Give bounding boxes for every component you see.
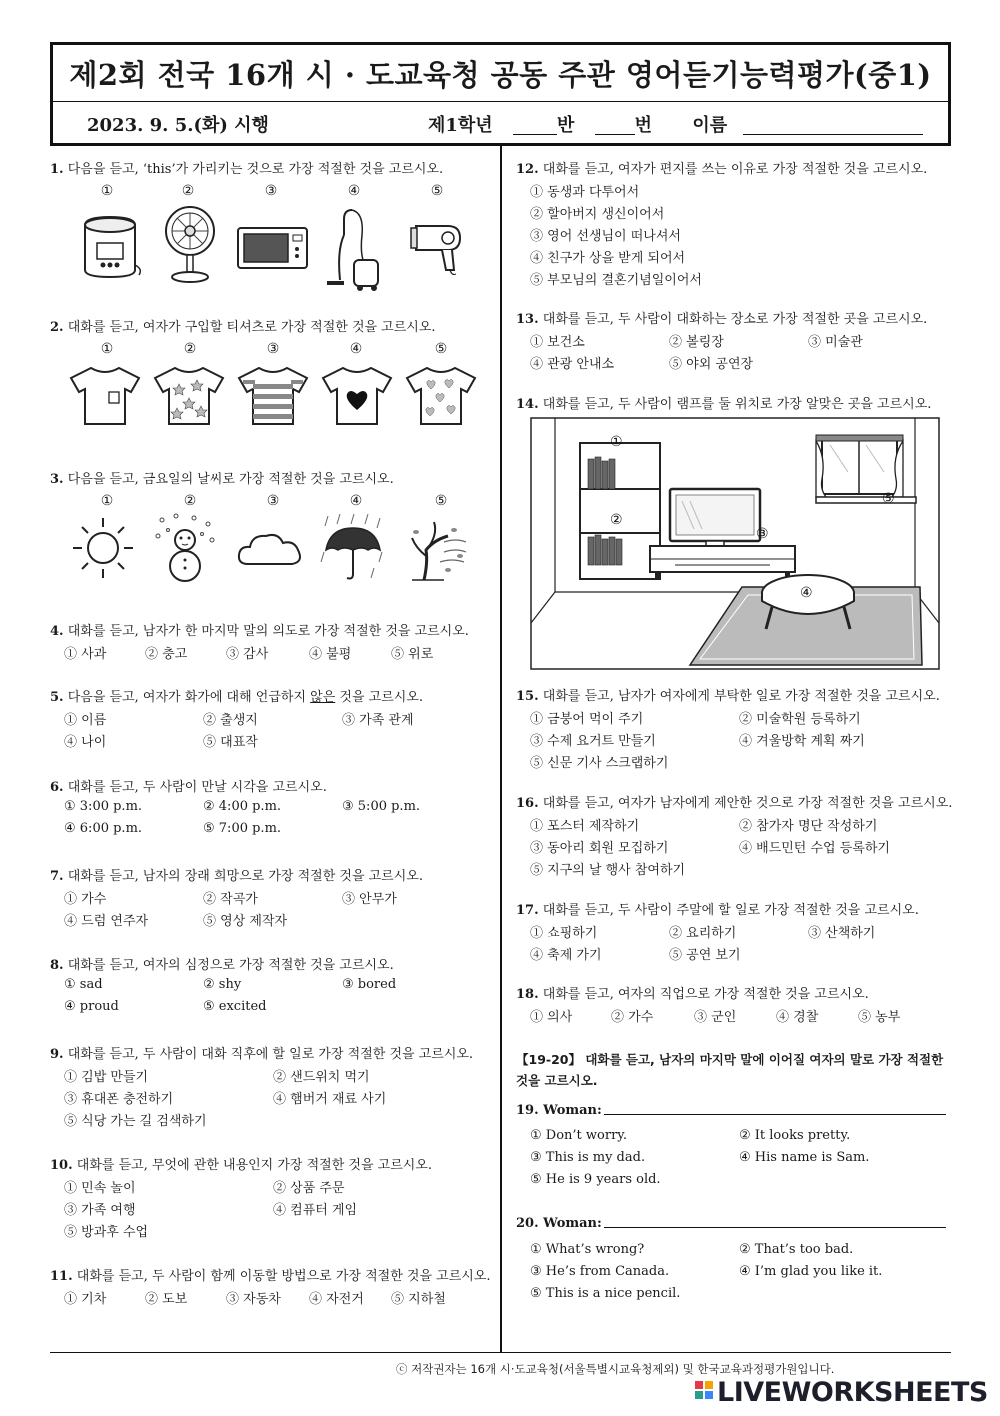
q15-option-1[interactable]: ① 금붕어 먹이 주기 <box>530 712 644 727</box>
student-info <box>428 111 923 137</box>
header-divider <box>53 101 948 102</box>
question-14: 14. 대화를 듣고, 두 사람이 램프를 둘 위치로 가장 알맞은 곳을 고르시오. <box>516 397 932 412</box>
umbrella-rain-icon[interactable] <box>320 512 386 584</box>
number-label: 번 <box>634 115 653 136</box>
q6-option-4[interactable]: ④ 6:00 p.m. <box>64 821 143 836</box>
question-4: 4. 대화를 듣고, 남자가 한 마지막 말의 의도로 가장 적절한 것을 고르시오. <box>50 624 469 639</box>
q15-option-5[interactable]: ⑤ 신문 기사 스크랩하기 <box>530 756 669 771</box>
position-5-label[interactable]: ⑤ <box>882 491 895 507</box>
q13-option-5[interactable]: ⑤ 야외 공연장 <box>669 357 754 372</box>
question-1-text: 다음을 듣고, ‘this’가 가리키는 것으로 가장 적절한 것을 고르시오. <box>67 162 444 177</box>
q18-option-1[interactable]: ① 의사 <box>530 1010 573 1025</box>
question-19: 19. Woman: <box>516 1103 602 1118</box>
liveworksheets-logo[interactable] <box>695 1377 995 1411</box>
sun-icon[interactable] <box>70 515 136 581</box>
q5-option-3[interactable]: ③ 가족 관계 <box>342 713 414 728</box>
q19-option-5[interactable]: ⑤ He is 9 years old. <box>530 1172 661 1187</box>
q1-label-4: ④ <box>347 183 361 199</box>
q6-option-3[interactable]: ③ 5:00 p.m. <box>342 799 421 814</box>
tshirt-heart-icon[interactable] <box>319 364 395 428</box>
question-16-text: 대화를 듣고, 여자가 남자에게 제안한 것으로 가장 적절한 것을 고르시오. <box>542 796 953 811</box>
q6-option-5[interactable]: ⑤ 7:00 p.m. <box>203 821 282 836</box>
q20-answer-line[interactable] <box>604 1227 946 1228</box>
q8-option-4[interactable]: ④ proud <box>64 999 119 1014</box>
q7-option-2[interactable]: ② 작곡가 <box>203 892 258 907</box>
cloud-icon[interactable] <box>236 528 304 570</box>
q10-option-3[interactable]: ③ 가족 여행 <box>64 1203 136 1218</box>
q19-option-4[interactable]: ④ His name is Sam. <box>739 1150 870 1165</box>
q20-option-2[interactable]: ② That’s too bad. <box>739 1242 854 1257</box>
q8-option-5[interactable]: ⑤ excited <box>203 999 267 1014</box>
question-6-text: 대화를 듣고, 두 사람이 만날 시각을 고르시오. <box>67 780 327 795</box>
question-7-text: 대화를 듣고, 남자의 장래 희망으로 가장 적절한 것을 고르시오. <box>67 869 423 884</box>
q19-answer-line[interactable] <box>604 1114 946 1115</box>
position-1-label[interactable]: ① <box>610 434 623 450</box>
q4-option-2[interactable]: ② 충고 <box>145 647 188 662</box>
q3-label-1: ① <box>100 493 114 509</box>
question-15-text: 대화를 듣고, 남자가 여자에게 부탁한 일로 가장 적절한 것을 고르시오. <box>542 689 940 704</box>
q3-label-3: ③ <box>266 493 280 509</box>
grade-label: 제1학년 <box>428 115 493 136</box>
question-5: 5. 다음을 듣고, 여자가 화가에 대해 언급하지 않은 것을 고르시오. <box>50 690 424 705</box>
tshirt-stripes-icon[interactable] <box>235 364 311 428</box>
q17-option-4[interactable]: ④ 축제 가기 <box>530 948 602 963</box>
q19-option-2[interactable]: ② It looks pretty. <box>739 1128 851 1143</box>
q13-option-1[interactable]: ① 보건소 <box>530 335 585 350</box>
microwave-icon[interactable] <box>235 225 310 273</box>
living-room-illustration <box>530 417 940 670</box>
q13-option-2[interactable]: ② 볼링장 <box>669 335 724 350</box>
q11-option-4[interactable]: ④ 자전거 <box>309 1292 364 1307</box>
question-8: 8. 대화를 듣고, 여자의 심정으로 가장 적절한 것을 고르시오. <box>50 958 394 973</box>
rice-cooker-icon[interactable] <box>75 205 145 280</box>
question-17-text: 대화를 듣고, 두 사람이 주말에 할 일로 가장 적절한 것을 고르시오. <box>542 903 919 918</box>
question-17: 17. 대화를 듣고, 두 사람이 주말에 할 일로 가장 적절한 것을 고르시오. <box>516 903 919 918</box>
q12-option-3[interactable]: ③ 영어 선생님이 떠나셔서 <box>530 229 681 244</box>
q17-option-2[interactable]: ② 요리하기 <box>669 926 737 941</box>
q19-option-1[interactable]: ① Don’t worry. <box>530 1128 628 1143</box>
q16-option-3[interactable]: ③ 동아리 회원 모집하기 <box>530 841 669 856</box>
question-11: 11. 대화를 듣고, 두 사람이 함께 이동할 방법으로 가장 적절한 것을 고르시오. <box>50 1269 491 1284</box>
q18-option-4[interactable]: ④ 경찰 <box>776 1010 819 1025</box>
q20-option-5[interactable]: ⑤ This is a nice pencil. <box>530 1286 681 1301</box>
snowman-icon[interactable] <box>152 512 218 584</box>
q11-option-1[interactable]: ① 기차 <box>64 1292 107 1307</box>
column-divider <box>500 146 502 1352</box>
windy-tree-icon[interactable] <box>404 512 470 584</box>
q7-option-4[interactable]: ④ 드럼 연주자 <box>64 914 149 929</box>
q11-option-2[interactable]: ② 도보 <box>145 1292 188 1307</box>
q1-label-2: ② <box>181 183 195 199</box>
q5-option-1[interactable]: ① 이름 <box>64 713 107 728</box>
q1-label-3: ③ <box>264 183 278 199</box>
q2-label-2: ② <box>183 341 197 357</box>
q4-option-4[interactable]: ④ 불평 <box>309 647 352 662</box>
question-12: 12. 대화를 듣고, 여자가 편지를 쓰는 이유로 가장 적절한 것을 고르시오. <box>516 162 928 177</box>
question-19-20-instruction: 【19-20】 대화를 듣고, 남자의 마지막 말에 이어질 여자의 말로 가장 적절한 것을 고르시오. <box>516 1052 944 1088</box>
q2-label-4: ④ <box>349 341 363 357</box>
question-7: 7. 대화를 듣고, 남자의 장래 희망으로 가장 적절한 것을 고르시오. <box>50 869 423 884</box>
q11-option-3[interactable]: ③ 자동차 <box>226 1292 281 1307</box>
brand-name: LIVEWORKSHEETS <box>717 1377 988 1408</box>
q20-option-4[interactable]: ④ I’m glad you like it. <box>739 1264 883 1279</box>
q18-option-2[interactable]: ② 가수 <box>611 1010 654 1025</box>
q20-option-1[interactable]: ① What’s wrong? <box>530 1242 645 1257</box>
q20-woman-label: Woman: <box>543 1216 602 1231</box>
q5-option-4[interactable]: ④ 나이 <box>64 735 107 750</box>
q6-option-2[interactable]: ② 4:00 p.m. <box>203 799 282 814</box>
q13-option-4[interactable]: ④ 관광 안내소 <box>530 357 615 372</box>
q8-option-1[interactable]: ① sad <box>64 977 103 992</box>
q12-option-5[interactable]: ⑤ 부모님의 결혼기념일이어서 <box>530 273 702 288</box>
q18-option-5[interactable]: ⑤ 농부 <box>858 1010 901 1025</box>
question-16: 16. 대화를 듣고, 여자가 남자에게 제안한 것으로 가장 적절한 것을 고르시오. <box>516 796 953 811</box>
position-2-label[interactable]: ② <box>610 512 623 528</box>
name-label: 이름 <box>692 115 728 136</box>
q10-option-1[interactable]: ① 민속 놀이 <box>64 1181 136 1196</box>
q12-option-4[interactable]: ④ 친구가 상을 받게 되어서 <box>530 251 686 266</box>
footer-divider <box>50 1352 951 1353</box>
q19-option-3[interactable]: ③ This is my dad. <box>530 1150 646 1165</box>
question-3: 3. 다음을 듣고, 금요일의 날씨로 가장 적절한 것을 고르시오. <box>50 472 394 487</box>
q10-option-5[interactable]: ⑤ 방과후 수업 <box>64 1225 149 1240</box>
q12-option-1[interactable]: ① 동생과 다투어서 <box>530 185 640 200</box>
q2-label-5: ⑤ <box>434 341 448 357</box>
q17-option-3[interactable]: ③ 산책하기 <box>808 926 876 941</box>
q6-option-1[interactable]: ① 3:00 p.m. <box>64 799 143 814</box>
class-blank[interactable] <box>513 115 557 135</box>
tshirt-pocket-icon[interactable] <box>67 364 143 428</box>
q4-option-1[interactable]: ① 사과 <box>64 647 107 662</box>
q3-label-4: ④ <box>349 493 363 509</box>
tshirt-hearts-icon[interactable] <box>403 364 479 428</box>
exam-title: 제2회 전국 16개 시 · 도교육청 공동 주관 영어듣기능력평가(중1) <box>69 58 932 92</box>
question-10: 10. 대화를 듣고, 무엇에 관한 내용인지 가장 적절한 것을 고르시오. <box>50 1158 433 1173</box>
question-9-text: 대화를 듣고, 두 사람이 대화 직후에 할 일로 가장 적절한 것을 고르시오. <box>67 1047 474 1062</box>
name-blank[interactable] <box>743 115 923 135</box>
q9-option-3[interactable]: ③ 휴대폰 충전하기 <box>64 1092 174 1107</box>
question-1: 1. 다음을 듣고, ‘this’가 가리키는 것으로 가장 적절한 것을 고르시오. <box>50 162 444 177</box>
q3-label-5: ⑤ <box>434 493 448 509</box>
exam-date: 2023. 9. 5.(화) 시행 <box>87 115 269 136</box>
question-18: 18. 대화를 듣고, 여자의 직업으로 가장 적절한 것을 고르시오. <box>516 987 869 1002</box>
q7-option-1[interactable]: ① 가수 <box>64 892 107 907</box>
question-2: 2. 대화를 듣고, 여자가 구입할 티셔츠로 가장 적절한 것을 고르시오. <box>50 320 436 335</box>
q15-option-4[interactable]: ④ 겨울방학 계획 짜기 <box>739 734 865 749</box>
number-blank[interactable] <box>595 115 635 135</box>
q4-option-5[interactable]: ⑤ 위로 <box>391 647 434 662</box>
q3-label-2: ② <box>183 493 197 509</box>
q5-option-5[interactable]: ⑤ 대표작 <box>203 735 258 750</box>
question-11-text: 대화를 듣고, 두 사람이 함께 이동할 방법으로 가장 적절한 것을 고르시오. <box>76 1269 491 1284</box>
q1-label-5: ⑤ <box>430 183 444 199</box>
q8-option-2[interactable]: ② shy <box>203 977 242 992</box>
q11-option-5[interactable]: ⑤ 지하철 <box>391 1292 446 1307</box>
question-9: 9. 대화를 듣고, 두 사람이 대화 직후에 할 일로 가장 적절한 것을 고르시오. <box>50 1047 474 1062</box>
tshirt-stars-icon[interactable] <box>151 364 227 428</box>
logo-square-3 <box>695 1391 703 1399</box>
q7-option-3[interactable]: ③ 안무가 <box>342 892 397 907</box>
q10-option-2[interactable]: ② 상품 주문 <box>273 1181 345 1196</box>
q20-option-3[interactable]: ③ He’s from Canada. <box>530 1264 670 1279</box>
q17-option-1[interactable]: ① 쇼핑하기 <box>530 926 598 941</box>
q16-option-2[interactable]: ② 참가자 명단 작성하기 <box>739 819 878 834</box>
hair-dryer-icon[interactable] <box>408 218 468 278</box>
q15-option-3[interactable]: ③ 수제 요거트 만들기 <box>530 734 656 749</box>
position-4-label[interactable]: ④ <box>800 585 813 601</box>
q8-option-3[interactable]: ③ bored <box>342 977 397 992</box>
q18-option-3[interactable]: ③ 군인 <box>694 1010 737 1025</box>
question-20: 20. Woman: <box>516 1216 602 1231</box>
q10-option-4[interactable]: ④ 컴퓨터 게임 <box>273 1203 358 1218</box>
exam-header <box>50 42 951 146</box>
q19-woman-label: Woman: <box>543 1103 602 1118</box>
electric-fan-icon[interactable] <box>160 203 220 283</box>
question-13: 13. 대화를 듣고, 두 사람이 대화하는 장소로 가장 적절한 곳을 고르시오. <box>516 312 928 327</box>
underlined-word: 않은 <box>310 690 336 705</box>
question-13-text: 대화를 듣고, 두 사람이 대화하는 장소로 가장 적절한 곳을 고르시오. <box>542 312 928 327</box>
q9-option-5[interactable]: ⑤ 식당 가는 길 검색하기 <box>64 1114 207 1129</box>
question-4-text: 대화를 듣고, 남자가 한 마지막 말의 의도로 가장 적절한 것을 고르시오. <box>67 624 469 639</box>
q2-label-3: ③ <box>266 341 280 357</box>
q9-option-4[interactable]: ④ 햄버거 재료 사기 <box>273 1092 387 1107</box>
question-18-text: 대화를 듣고, 여자의 직업으로 가장 적절한 것을 고르시오. <box>542 987 869 1002</box>
logo-square-2 <box>705 1381 713 1389</box>
q1-label-1: ① <box>100 183 114 199</box>
q5-option-2[interactable]: ② 출생지 <box>203 713 258 728</box>
vacuum-cleaner-icon[interactable] <box>322 205 382 293</box>
logo-square-1 <box>695 1381 703 1389</box>
q7-option-5[interactable]: ⑤ 영상 제작자 <box>203 914 288 929</box>
question-15: 15. 대화를 듣고, 남자가 여자에게 부탁한 일로 가장 적절한 것을 고르시오. <box>516 689 940 704</box>
question-8-text: 대화를 듣고, 여자의 심정으로 가장 적절한 것을 고르시오. <box>67 958 394 973</box>
q9-option-1[interactable]: ① 김밥 만들기 <box>64 1070 149 1085</box>
question-2-text: 대화를 듣고, 여자가 구입할 티셔츠로 가장 적절한 것을 고르시오. <box>67 320 436 335</box>
q15-option-2[interactable]: ② 미술학원 등록하기 <box>739 712 861 727</box>
q2-label-1: ① <box>100 341 114 357</box>
q17-option-5[interactable]: ⑤ 공연 보기 <box>669 948 741 963</box>
question-12-text: 대화를 듣고, 여자가 편지를 쓰는 이유로 가장 적절한 것을 고르시오. <box>542 162 928 177</box>
q16-option-5[interactable]: ⑤ 지구의 날 행사 참여하기 <box>530 863 686 878</box>
question-6: 6. 대화를 듣고, 두 사람이 만날 시각을 고르시오. <box>50 780 327 795</box>
q4-option-3[interactable]: ③ 감사 <box>226 647 269 662</box>
question-3-text: 다음을 듣고, 금요일의 날씨로 가장 적절한 것을 고르시오. <box>67 472 394 487</box>
q16-option-4[interactable]: ④ 배드민턴 수업 등록하기 <box>739 841 890 856</box>
q13-option-3[interactable]: ③ 미술관 <box>808 335 863 350</box>
q12-option-2[interactable]: ② 할아버지 생신이어서 <box>530 207 665 222</box>
q16-option-1[interactable]: ① 포스터 제작하기 <box>530 819 640 834</box>
question-14-text: 대화를 듣고, 두 사람이 램프를 둘 위치로 가장 알맞은 곳을 고르시오. <box>542 397 932 412</box>
class-label: 반 <box>556 115 575 136</box>
position-3-label[interactable]: ③ <box>756 526 769 542</box>
logo-square-4 <box>705 1391 713 1399</box>
question-10-text: 대화를 듣고, 무엇에 관한 내용인지 가장 적절한 것을 고르시오. <box>76 1158 433 1173</box>
q9-option-2[interactable]: ② 샌드위치 먹기 <box>273 1070 370 1085</box>
copyright-notice: ⓒ 저작권자는 16개 시·도교육청(서울특별시교육청제외) 및 한국교육과정평가원입니다. <box>396 1362 835 1376</box>
